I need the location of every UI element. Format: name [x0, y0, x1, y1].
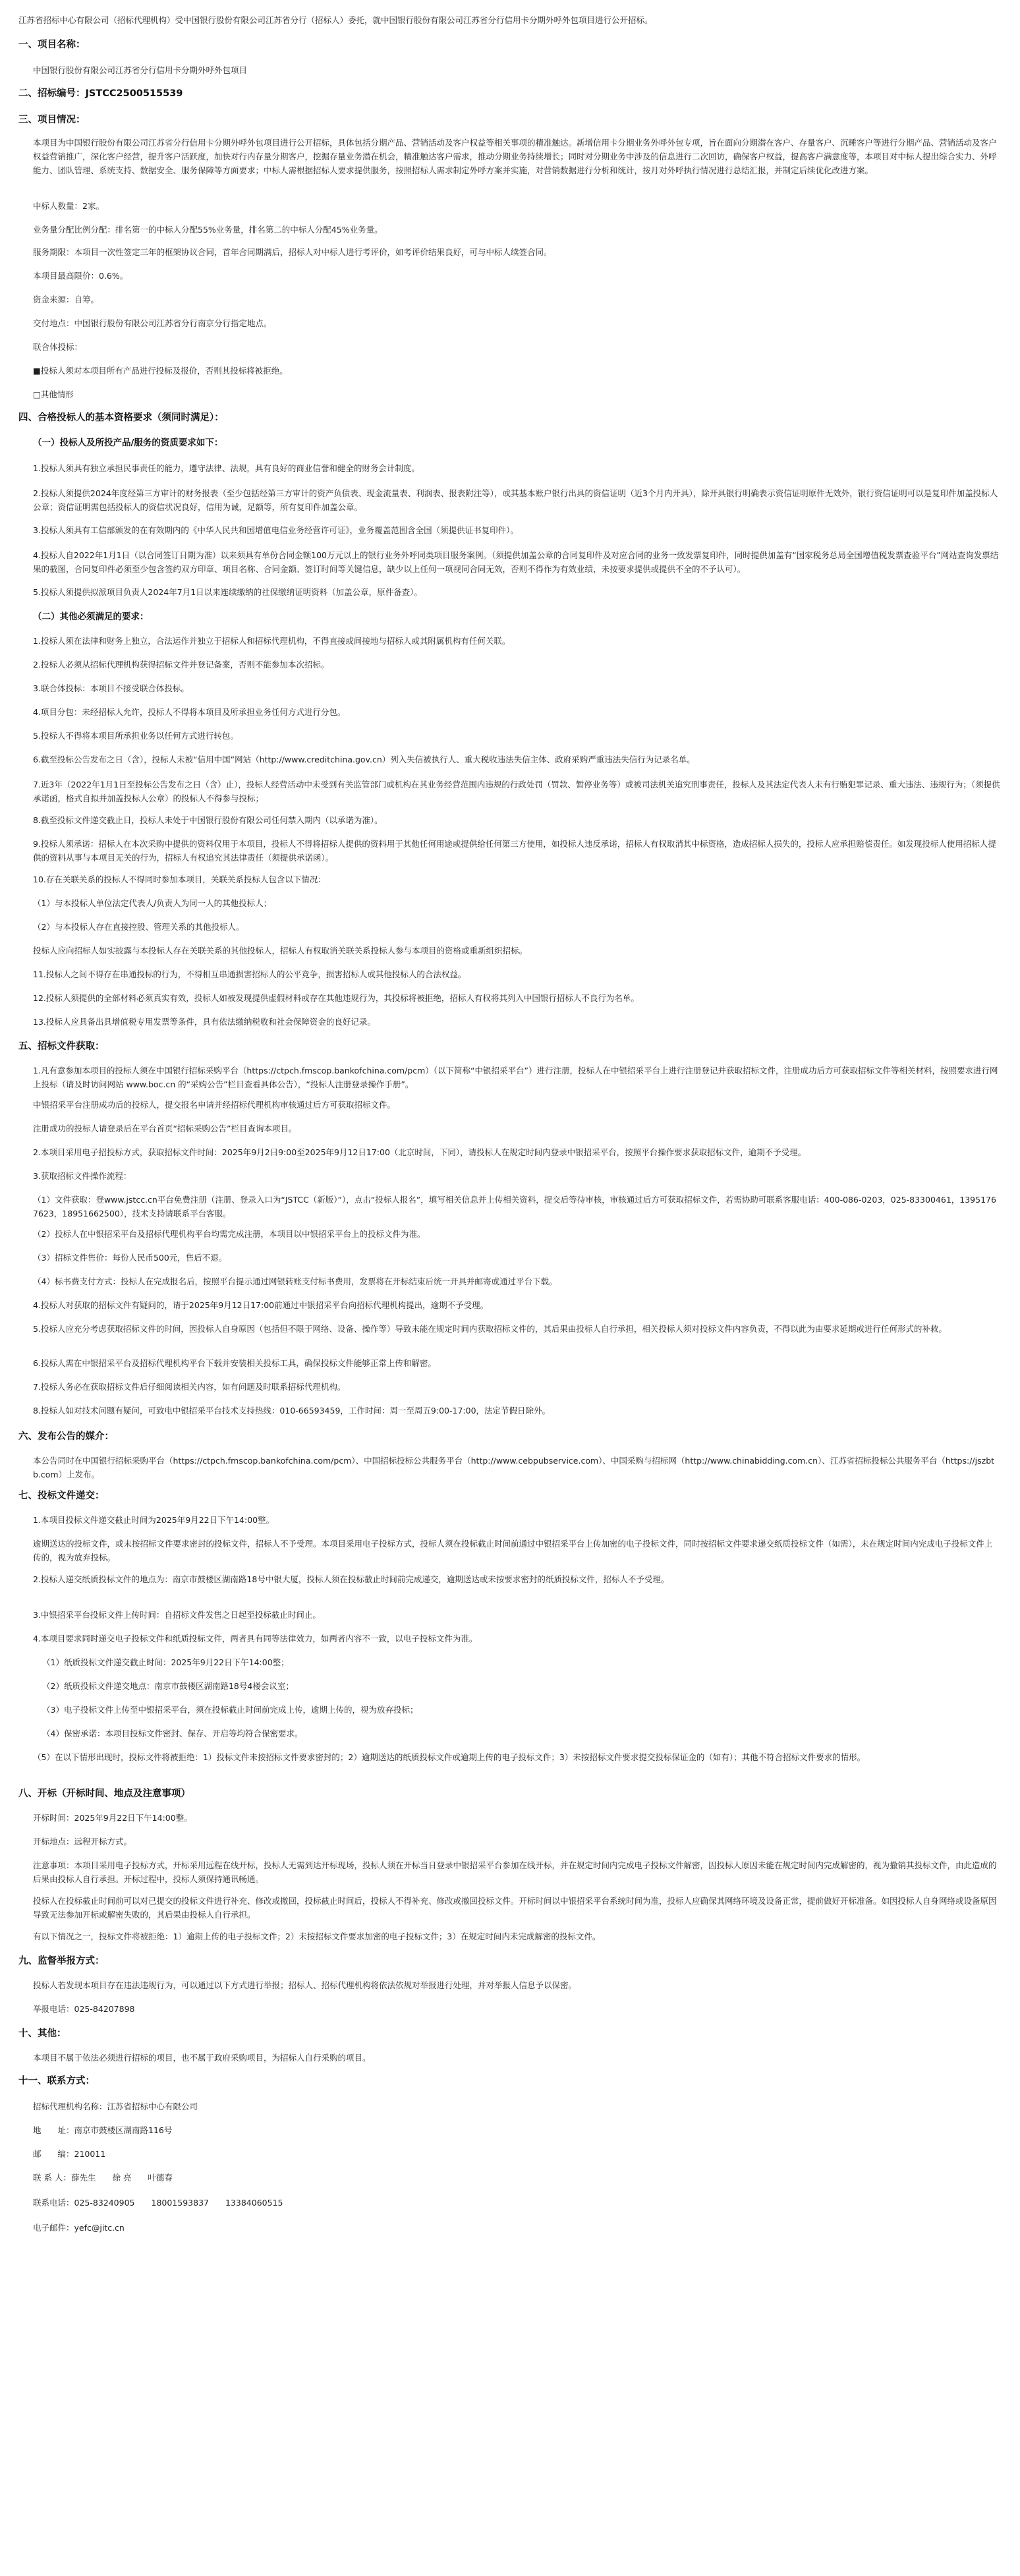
- paragraph: 中国银行股份有限公司江苏省分行信用卡分期外呼外包项目: [33, 65, 248, 75]
- paragraph: （1）纸质投标文件递交截止时间：2025年9月22日下午14:00整；: [42, 1657, 289, 1667]
- paragraph: 投标人若发现本项目存在违法违规行为，可以通过以下方式进行举报；招标人、招标代理机构将依法依规对举报进行处理，并对举报人信息予以保密。: [33, 1980, 577, 1990]
- paragraph: （3）招标文件售价：每份人民币500元，售后不退。: [33, 1253, 227, 1263]
- section-heading: （二）其他必须满足的要求：: [33, 612, 149, 622]
- paragraph: 11.投标人之间不得存在串通投标的行为，不得相互串通损害招标人的公平竞争，损害招标人或其他投标人的合法权益。: [33, 969, 467, 979]
- section-heading: 五、招标文件获取：: [18, 1041, 105, 1052]
- paragraph: 本项目不属于依法必须进行招标的项目，也不属于政府采购项目，为招标人自行采购的项目。: [33, 2053, 371, 2063]
- paragraph: 5.投标人不得将本项目所承担业务以任何方式进行转包。: [33, 731, 239, 741]
- paragraph: 联系电话：025-83240905 18001593837 13384060515: [33, 2198, 283, 2208]
- paragraph: 1.凡有意参加本项目的投标人须在中国银行招标采购平台（https://ctpch.fmscop.bankofchina.com/pcm）（以下简称“中银招采平台”）进行注册，投标人在中银招采平台上进行注册登记并获取招标文件，注册成功后方可获取招标文件等相关材料，按照要求进行网上投标（请及时访问网站 www.boc.cn 的“采购公告”栏目查看具体公告），“投标人注册登录操作手册”。: [33, 1066, 998, 1089]
- paragraph: 2.投标人须提供2024年度经第三方审计的财务报表（至少包括经第三方审计的资产负债表、现金流量表、利润表、报表附注等），或其基本账户银行出具的资信证明（近3个月内开具），除开具银行明确表示资信证明原件无效外，银行资信证明可以是复印件加盖投标人公章；资信证明需包括投标人的资信状况良好，信用为诚，足额等，所有复印件加盖公章。: [33, 488, 998, 512]
- paragraph: 12.投标人须提供的全部材料必须真实有效，投标人如被发现提供虚假材料或存在其他违规行为，其投标将被拒绝，招标人有权将其列入中国银行招标人不良行为名单。: [33, 993, 639, 1003]
- paragraph: 资金来源：自筹。: [33, 295, 99, 304]
- section-heading: 十、其他：: [18, 2028, 67, 2039]
- paragraph: ■投标人须对本项目所有产品进行投标及报价，否则其投标将被拒绝。: [33, 366, 288, 376]
- section-heading: 三、项目情况：: [18, 115, 86, 125]
- paragraph: （2）与本投标人存在直接控股、管理关系的其他投标人。: [33, 922, 244, 932]
- paragraph: （3）电子投标文件上传至中银招采平台，须在投标截止时间前完成上传，逾期上传的，视为放弃投标；: [42, 1705, 418, 1715]
- section-heading: （一）投标人及所投产品/服务的资质要求如下：: [33, 438, 223, 448]
- paragraph: 投标人应向招标人如实披露与本投标人存在关联关系的其他投标人，招标人有权取消关联关系投标人参与本项目的资格或重新组织招标。: [33, 946, 528, 956]
- paragraph: 中银招采平台注册成功后的投标人，提交报名申请并经招标代理机构审核通过后方可获取招标文件。: [33, 1100, 396, 1110]
- paragraph: 6.投标人需在中银招采平台及招标代理机构平台下载并安装相关投标工具，确保投标文件能够正常上传和解密。: [33, 1358, 436, 1368]
- paragraph: （2）纸质投标文件递交地点：南京市鼓楼区湖南路18号4楼会议室；: [42, 1681, 294, 1691]
- section-heading: 八、开标（开标时间、地点及注意事项）: [18, 1789, 190, 1799]
- paragraph: 3.联合体投标：本项目不接受联合体投标。: [33, 683, 189, 693]
- paragraph: 2.本项目采用电子招投标方式，获取招标文件时间：2025年9月2日9:00至2025年9月12日17:00（北京时间，下同），请投标人在规定时间内登录中银招采平台，按照平台操作要求获取招标文件，逾期不予受理。: [33, 1147, 807, 1157]
- paragraph: 7.投标人务必在获取招标文件后仔细阅读相关内容，如有问题及时联系招标代理机构。: [33, 1382, 346, 1392]
- paragraph: 9.投标人须承诺：招标人在本次采购中提供的资料仅用于本项目，投标人不得将招标人提供的资料用于其他任何用途或提供给任何第三方使用，如投标人违反承诺，招标人有权取消其中标资格，造成招标人损失的，投标人应承担赔偿责任。如发现投标人使用招标人提供的资料从事与本项目无关的行为，招标人有权追究其法律责任（须提供承诺函）。: [33, 839, 996, 863]
- paragraph: 6.截至投标公告发布之日（含），投标人未被“信用中国”网站（http://www.creditchina.gov.cn）列入失信被执行人、重大税收违法失信主体、政府采购严重违法失信行为记录名单。: [33, 755, 695, 764]
- paragraph: （1）文件获取：登www.jstcc.cn平台免费注册（注册、登录入口为“JSTCC（新版）”），点击“投标人报名”，填写相关信息并上传相关资料，提交后等待审核，审核通过后方可获取招标文件，若需协助可联系客服电话：400-086-0203，025-83300461，13951767623，18951662500），技术支持请联系平台客服。: [33, 1195, 996, 1218]
- section-heading: 二、招标编号：JSTCC2500515539: [18, 88, 183, 99]
- paragraph: 联合体投标：: [33, 342, 83, 352]
- paragraph: 江苏省招标中心有限公司（招标代理机构）受中国银行股份有限公司江苏省分行（招标人）委托，就中国银行股份有限公司江苏省分行信用卡分期外呼外包项目进行公开招标。: [18, 15, 653, 25]
- paragraph: 13.投标人应具备出具增值税专用发票等条件，具有依法缴纳税收和社会保障资金的良好记录。: [33, 1017, 376, 1027]
- paragraph: （4）保密承诺：本项目投标文件密封、保存、开启等均符合保密要求。: [42, 1729, 303, 1738]
- paragraph: 注册成功的投标人请登录后在平台首页“招标采购公告”栏目查询本项目。: [33, 1124, 297, 1133]
- paragraph: 业务量分配比例分配：排名第一的中标人分配55%业务量，排名第二的中标人分配45%业务量。: [33, 225, 383, 235]
- paragraph: 地 址：南京市鼓楼区湖南路116号: [33, 2125, 173, 2135]
- section-heading: 四、合格投标人的基本资格要求（须同时满足）：: [18, 413, 224, 423]
- paragraph: 4.本项目要求同时递交电子投标文件和纸质投标文件，两者具有同等法律效力，如两者内容不一致，以电子投标文件为准。: [33, 1634, 478, 1644]
- section-heading: 九、监督举报方式：: [18, 1956, 105, 1966]
- paragraph: 逾期送达的投标文件，或未按招标文件要求密封的投标文件，招标人不予受理。本项目采用电子投标方式，投标人须在投标截止时间前通过中银招采平台上传加密的电子投标文件，同时按招标文件要求递交纸质投标文件（如需），未在规定时间内完成电子投标文件上传的，视为放弃投标。: [33, 1539, 993, 1562]
- paragraph: 本公告同时在中国银行招标采购平台（https://ctpch.fmscop.bankofchina.com/pcm）、中国招标投标公共服务平台（http://www.cebpubservice.com）、中国采购与招标网（http://www.chinabidding.com.cn）、江苏省招标投标公共服务平台（https://jszbtb.com）上发布。: [33, 1456, 995, 1479]
- paragraph: 有以下情况之一，投标文件将被拒绝：1）逾期上传的电子投标文件；2）未按招标文件要求加密的电子投标文件；3）在规定时间内未完成解密的投标文件。: [33, 1932, 601, 1941]
- paragraph: 3.获取招标文件操作流程：: [33, 1171, 132, 1181]
- paragraph: 4.项目分包：未经招标人允许，投标人不得将本项目及所承担业务任何方式进行分包。: [33, 707, 346, 717]
- paragraph: 招标代理机构名称：江苏省招标中心有限公司: [33, 2102, 198, 2111]
- paragraph: 举报电话：025-84207898: [33, 2004, 135, 2014]
- paragraph: （4）标书费支付方式：投标人在完成报名后，按照平台提示通过网银转账支付标书费用，发票将在开标结束后统一开具并邮寄或通过平台下载。: [33, 1276, 557, 1286]
- paragraph: 1.投标人须具有独立承担民事责任的能力，遵守法律、法规，具有良好的商业信誉和健全的财务会计制度。: [33, 463, 420, 473]
- section-heading: 一、项目名称：: [18, 40, 86, 50]
- paragraph: 8.投标人如对技术问题有疑问，可致电中银招采平台技术支持热线：010-66593459，工作时间：周一至周五9:00-17:00，法定节假日除外。: [33, 1406, 551, 1416]
- paragraph: 5.投标人须提供拟派项目负责人2024年7月1日以来连续缴纳的社保缴纳证明资料（加盖公章，原件备查）。: [33, 587, 422, 597]
- paragraph: 3.投标人须具有工信部颁发的在有效期内的《中华人民共和国增值电信业务经营许可证》，业务覆盖范围含全国（须提供证书复印件）。: [33, 525, 519, 535]
- paragraph: 4.投标人自2022年1月1日（以合同签订日期为准）以来须具有单份合同金额100万元以上的银行业务外呼同类项目服务案例。（须提供加盖公章的合同复印件及对应合同的业务一致发票复印件，同时提供加盖有“国家税务总局全国增值税发票查验平台”网站查询发票结果的截图，合同复印件必须至少包含签约双方印章、项目名称、合同金额、签订时间等关键信息，缺少以上任何一项视同合同无效，否则不得作为有效业绩，未按要求提供或提供不全的不予认可）。: [33, 550, 999, 574]
- paragraph: 本项目最高限价：0.6%。: [33, 271, 128, 281]
- paragraph: （5）在以下情形出现时，投标文件将被拒绝：1）投标文件未按招标文件要求密封的；2）逾期送达的纸质投标文件或逾期上传的电子投标文件；3）未按招标文件要求提交投标保证金的（如有）；其他不符合招标文件要求的情形。: [33, 1752, 866, 1762]
- section-heading: 七、投标文件递交：: [18, 1491, 105, 1501]
- paragraph: 7.近3年（2022年1月1日至投标公告发布之日（含）止），投标人经营活动中未受到有关监管部门或机构在其业务经营范围内违规的行政处罚（罚款、暂停业务等）或被司法机关追究刑事责任，投标人及其法定代表人未有行贿犯罪记录、重大违法、违规行为；（须提供承诺函，格式自拟并加盖投标人公章）的投标人不得参与投标；: [33, 780, 1000, 803]
- section-heading: 六、发布公告的媒介：: [18, 1431, 114, 1442]
- paragraph: 开标地点：远程开标方式。: [33, 1837, 132, 1846]
- paragraph: 2.投标人递交纸质投标文件的地点为：南京市鼓楼区湖南路18号中银大厦，投标人须在投标截止时间前完成递交，逾期送达或未按要求密封的纸质投标文件，招标人不予受理。: [33, 1574, 669, 1584]
- paragraph: （1）与本投标人单位法定代表人/负责人为同一人的其他投标人；: [33, 898, 272, 908]
- paragraph: 1.本项目投标文件递交截止时间为2025年9月22日下午14:00整。: [33, 1515, 275, 1525]
- paragraph: （2）投标人在中银招采平台及招标代理机构平台均需完成注册，本项目以中银招采平台上的投标文件为准。: [33, 1229, 426, 1239]
- paragraph: 电子邮件：yefc@jitc.cn: [33, 2223, 125, 2233]
- paragraph: 开标时间：2025年9月22日下午14:00整。: [33, 1813, 192, 1823]
- section-heading: 十一、联系方式：: [18, 2076, 95, 2086]
- paragraph: □其他情形: [33, 389, 74, 399]
- paragraph: 3.中银招采平台投标文件上传时间：自招标文件发售之日起至投标截止时间止。: [33, 1610, 321, 1620]
- paragraph: 8.截至投标文件递交截止日，投标人未处于中国银行股份有限公司任何禁入期内（以承诺为准）。: [33, 815, 383, 825]
- paragraph: 邮 编：210011: [33, 2149, 106, 2159]
- paragraph: 联 系 人：薛先生 徐 亮 叶德春: [33, 2173, 173, 2183]
- paragraph: 2.投标人必须从招标代理机构获得招标文件并登记备案，否则不能参加本次招标。: [33, 660, 329, 670]
- paragraph: 注意事项：本项目采用电子投标方式，开标采用远程在线开标，投标人无需到达开标现场，投标人须在开标当日登录中银招采平台参加在线开标，并在规定时间内完成电子投标文件解密，因投标人原因未能在规定时间内完成解密的，视为撤销其投标文件，由此造成的后果由投标人自行承担。开标过程中，投标人须保持通讯畅通。: [33, 1860, 997, 1884]
- paragraph: 中标人数量：2家。: [33, 201, 104, 211]
- paragraph: 4.投标人对获取的招标文件有疑问的，请于2025年9月12日17:00前通过中银招采平台向招标代理机构提出，逾期不予受理。: [33, 1300, 489, 1310]
- paragraph: 交付地点：中国银行股份有限公司江苏省分行南京分行指定地点。: [33, 318, 272, 328]
- paragraph: 5.投标人应充分考虑获取招标文件的时间，因投标人自身原因（包括但不限于网络、设备、操作等）导致未能在规定时间内获取招标文件的，其后果由投标人自行承担，相关投标人须对投标文件内容负责，不得以此为由要求延期或进行任何形式的补救。: [33, 1324, 947, 1334]
- paragraph: 1.投标人须在法律和财务上独立，合法运作并独立于招标人和招标代理机构，不得直接或间接地与招标人或其附属机构有任何关联。: [33, 636, 511, 646]
- paragraph: 10.存在关联关系的投标人不得同时参加本项目，关联关系投标人包含以下情况：: [33, 874, 326, 884]
- paragraph: 本项目为中国银行股份有限公司江苏省分行信用卡分期外呼外包项目进行公开招标，具体包括分期产品、营销活动及客户权益等相关事项的精准触达。新增信用卡分期业务外呼外包专项，旨在面向分期潜在客户、存量客户、沉睡客户等进行分期产品、营销活动及客户权益营销推广，深化客户经营，提升客户活跃度，加快对行内存量分期客户，挖掘存量业务潜在机会，精准触达客户需求，推动分期业务持续增长；同时对分期业务中涉及的信息进行二次回访，确保客户权益，提高客户满意度等，本项目对中标人提出综合实力、外呼能力、团队管理、系统支持、数据安全、服务保障等方面要求；中标人需根据招标人要求提供服务，按照招标人需求制定外呼方案并实施，对营销数据进行分析和统计，按月对外呼执行情况进行总结汇报，并制定后续优化改进方案。: [33, 138, 997, 175]
- paragraph: 投标人在投标截止时间前可以对已提交的投标文件进行补充、修改或撤回，投标截止时间后，投标人不得补充、修改或撤回投标文件。开标时间以中银招采平台系统时间为准，投标人应确保其网络环境及设备正常，提前做好开标准备。如因投标人自身网络或设备原因导致无法参加开标或解密失败的，其后果由投标人自行承担。: [33, 1896, 997, 1920]
- paragraph: 服务期限：本项目一次性签定三年的框架协议合同，首年合同期满后，招标人对中标人进行考评价，如考评价结果良好，可与中标人续签合同。: [33, 247, 552, 257]
